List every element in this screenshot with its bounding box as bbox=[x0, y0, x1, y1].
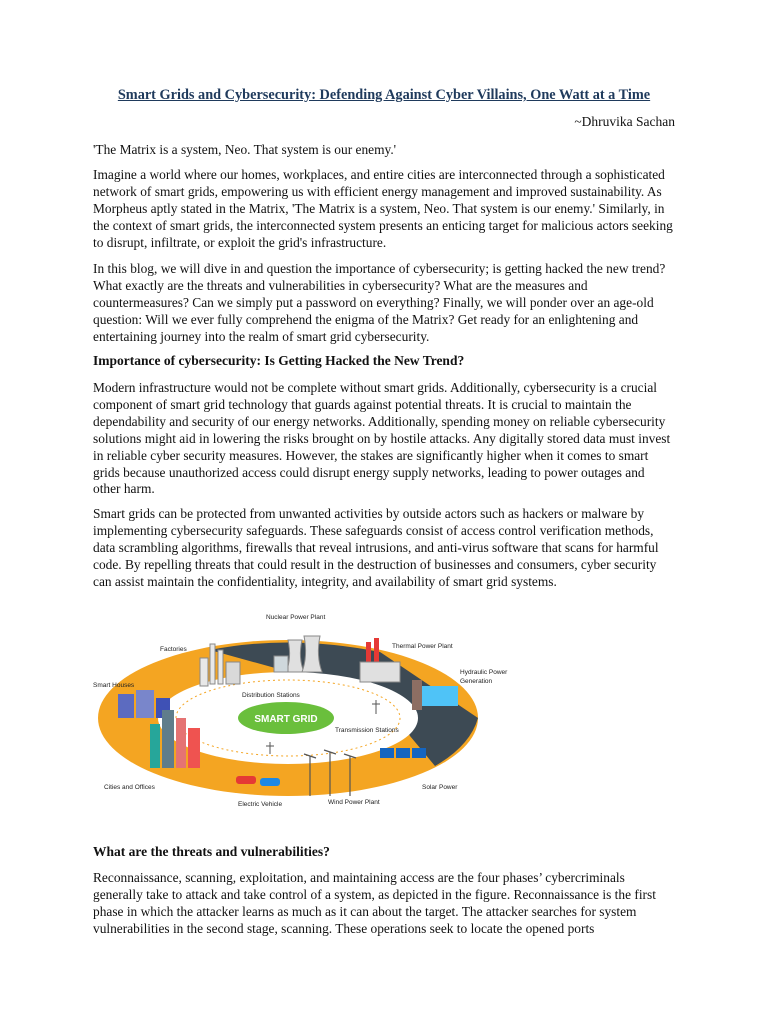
label-nuclear-power-plant: Nuclear Power Plant bbox=[266, 614, 326, 621]
label-factories: Factories bbox=[160, 646, 187, 653]
article-title: Smart Grids and Cybersecurity: Defending Against Cyber Villains, One Watt at a Time bbox=[117, 87, 651, 103]
intro-paragraph-1: Imagine a world where our homes, workplaces, and entire cities are interconnected through a sophisticated network of smart grids, empowering us with efficient energy management and improved sustainability. As Morpheus aptly stated in the Matrix, 'The Matrix is a system, Neo. That system is our enemy.' Similarly, in the context of smart grids, the interconnected system presents an enticing target for malicious actors seeking to disrupt, infiltrate, or exploit the grid's infrastructure. bbox=[93, 167, 673, 250]
solar-panel-icon bbox=[380, 748, 426, 758]
threats-paragraph: Reconnaissance, scanning, exploitation, and maintaining access are the four phases’ cybercriminals generally take to attack and take control of a system, as depicted in the figure. Reconnaissance is the first phase in which the attacker learns as much as it can about the target. The attacker searches for system vulnerabilities in the second stage, scanning. These operations seek to locate the opened ports bbox=[93, 870, 656, 936]
label-hydraulic-generation: Generation bbox=[460, 678, 493, 685]
label-smart-houses: Smart Houses bbox=[93, 682, 135, 689]
label-solar-power: Solar Power bbox=[422, 784, 458, 791]
section-heading-threats: What are the threats and vulnerabilities? bbox=[93, 844, 330, 859]
label-hydraulic-power: Hydraulic Power bbox=[460, 669, 508, 676]
importance-paragraph-2: Smart grids can be protected from unwanted activities by outside actors such as hackers or malware by implementing cybersecurity safeguards. These safeguards consist of access control verification methods, data scrambling algorithms, firewalls that reveal intrusions, and anti-virus software that scans for harmful code. By repelling threats that could result in the destruction of businesses and consumers, cyber security can assist maintain the confidentiality, integrity, and availability of smart grid systems. bbox=[93, 506, 659, 589]
section-heading-importance: Importance of cybersecurity: Is Getting Hacked the New Trend? bbox=[93, 353, 465, 368]
intro-paragraph-2: In this blog, we will dive in and question the importance of cybersecurity; is getting hacked the new trend? What exactly are the threats and vulnerabilities in cybersecurity? What are the measures and countermeasures? Can we simply put a password on everything? Finally, we will ponder over an age-old question: Will we ever fully comprehend the enigma of the Matrix? Get ready for an enlightening and entertaining journey into the realm of smart grid cybersecurity. bbox=[93, 261, 666, 344]
author-byline: ~Dhruvika Sachan bbox=[574, 114, 675, 129]
label-transmission-stations: Transmission Stations bbox=[335, 727, 399, 734]
smart-grid-center-label: SMART GRID bbox=[254, 714, 318, 725]
opening-quote: 'The Matrix is a system, Neo. That system is our enemy.' bbox=[93, 142, 397, 157]
label-electric-vehicle: Electric Vehicle bbox=[238, 801, 283, 808]
label-cities-and-offices: Cities and Offices bbox=[104, 784, 155, 791]
importance-paragraph-1: Modern infrastructure would not be complete without smart grids. Additionally, cybersecurity is a crucial component of smart grid technology that guards against potential threats. It is crucial to maintain the dependability and security of our energy networks. Additionally, spending money on reliable cybersecurity solutions might aid in lowering the risks brought on by hostile attacks. Any digitally stored data must invest in reliable cyber security measures. However, the stakes are significantly higher when it comes to smart grids because unauthorized access could disrupt energy supply networks, leading to power outages and other harm. bbox=[93, 380, 671, 497]
label-wind-power-plant: Wind Power Plant bbox=[328, 799, 380, 806]
label-thermal-power-plant: Thermal Power Plant bbox=[392, 643, 453, 650]
smart-grid-diagram bbox=[90, 606, 508, 811]
smart-grid-figure bbox=[90, 606, 508, 811]
label-distribution-stations: Distribution Stations bbox=[242, 692, 300, 699]
